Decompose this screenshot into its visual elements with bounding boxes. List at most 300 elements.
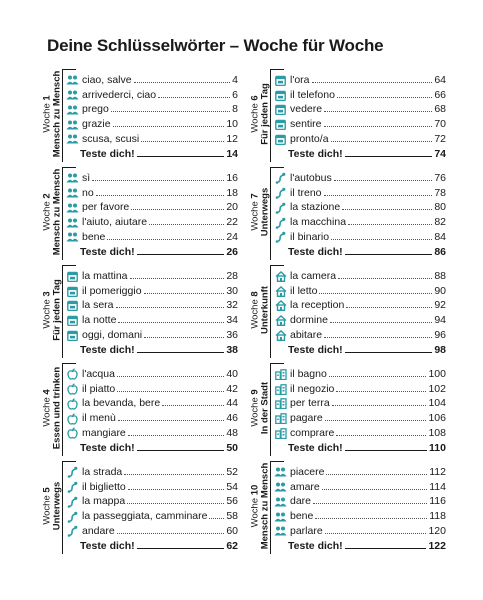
leader-line xyxy=(345,351,433,353)
word-label: l'aiuto, aiutare xyxy=(82,216,148,229)
test-page-number: 74 xyxy=(434,147,446,160)
leader-line xyxy=(137,449,225,451)
word-entry[interactable] xyxy=(274,228,446,243)
leader-dots xyxy=(128,488,225,490)
page-number: 20 xyxy=(226,201,238,214)
word-entry[interactable] xyxy=(274,282,446,297)
word-label: la strada xyxy=(82,465,123,478)
leader-dots xyxy=(322,488,427,490)
leader-dots xyxy=(209,517,224,519)
city-icon xyxy=(274,369,287,380)
test-label: Teste dich! xyxy=(288,343,343,356)
word-entry[interactable] xyxy=(66,326,238,341)
word-label: prego xyxy=(82,103,109,116)
week-number: Woche 2 xyxy=(41,193,53,231)
week-corner-line xyxy=(62,167,76,168)
page-number: 88 xyxy=(434,269,446,282)
word-label: la stazione xyxy=(290,201,341,214)
people-icon xyxy=(66,90,79,101)
word-entry[interactable] xyxy=(66,115,238,130)
word-entry[interactable] xyxy=(274,463,446,478)
week-topic: In der Stadt xyxy=(259,381,271,435)
word-entry[interactable] xyxy=(66,213,238,228)
route-icon xyxy=(66,482,79,493)
word-label: comprare xyxy=(290,426,335,439)
word-label: sì xyxy=(82,171,91,184)
word-entry[interactable] xyxy=(66,493,238,508)
leader-dots xyxy=(324,336,432,338)
word-entry[interactable] xyxy=(66,507,238,522)
page-number: 18 xyxy=(226,186,238,199)
word-label: la notte xyxy=(82,314,117,327)
word-entry[interactable] xyxy=(274,101,446,116)
week-corner-line xyxy=(62,461,76,462)
test-yourself-entry[interactable] xyxy=(274,145,446,160)
leader-dots xyxy=(111,110,230,112)
leader-dots xyxy=(312,81,433,83)
word-list xyxy=(274,365,446,454)
word-entry[interactable] xyxy=(66,297,238,312)
leader-dots xyxy=(117,375,224,377)
page-number: 28 xyxy=(226,269,238,282)
test-page-number: 50 xyxy=(226,441,238,454)
week-block-4 xyxy=(41,361,240,458)
leader-dots xyxy=(313,502,427,504)
word-label: sentire xyxy=(290,118,322,131)
page-number: 16 xyxy=(226,171,238,184)
word-entry[interactable] xyxy=(274,199,446,214)
leader-line xyxy=(137,351,225,353)
leader-line xyxy=(345,253,433,255)
calendar-icon xyxy=(274,75,287,86)
test-label: Teste dich! xyxy=(80,147,135,160)
test-label: Teste dich! xyxy=(288,147,343,160)
week-block-8 xyxy=(249,263,448,360)
word-entry[interactable] xyxy=(66,184,238,199)
page-number: 106 xyxy=(428,412,446,425)
leader-dots xyxy=(329,375,427,377)
leader-dots xyxy=(334,179,433,181)
word-entry[interactable] xyxy=(274,169,446,184)
calendar-icon xyxy=(274,90,287,101)
week-block-1 xyxy=(41,67,240,164)
word-list xyxy=(274,169,446,258)
week-block-7 xyxy=(249,165,448,262)
test-yourself-entry[interactable] xyxy=(274,341,446,356)
word-label: il telefono xyxy=(290,88,335,101)
word-label: arrivederci, ciao xyxy=(82,88,157,101)
week-label xyxy=(251,262,271,359)
test-yourself-entry[interactable] xyxy=(66,341,238,356)
calendar-icon xyxy=(274,134,287,145)
word-label: il binario xyxy=(290,230,330,243)
word-entry[interactable] xyxy=(66,424,238,439)
people-icon xyxy=(274,526,287,537)
word-list xyxy=(66,463,238,552)
leader-dots xyxy=(127,502,224,504)
leader-dots xyxy=(342,208,432,210)
word-entry[interactable] xyxy=(66,311,238,326)
word-list xyxy=(66,365,238,454)
word-label: il negozio xyxy=(290,382,335,395)
week-label xyxy=(43,164,63,261)
word-label: grazie xyxy=(82,118,111,131)
word-label: la bevanda, bere xyxy=(82,397,161,410)
test-yourself-entry[interactable] xyxy=(66,537,238,552)
word-entry[interactable] xyxy=(66,522,238,537)
page-number: 96 xyxy=(434,328,446,341)
word-entry[interactable] xyxy=(274,130,446,145)
leader-dots xyxy=(124,473,224,475)
page-number: 42 xyxy=(226,382,238,395)
leader-dots xyxy=(117,532,225,534)
week-topic: Für jeden Tag xyxy=(51,279,63,341)
test-yourself-entry[interactable] xyxy=(66,243,238,258)
leader-dots xyxy=(331,140,433,142)
page-number: 104 xyxy=(428,397,446,410)
page-number: 58 xyxy=(226,510,238,523)
people-icon xyxy=(66,232,79,243)
week-block-10 xyxy=(249,459,448,556)
leader-dots xyxy=(118,419,224,421)
word-list xyxy=(66,267,238,356)
calendar-icon xyxy=(66,286,79,297)
leader-dots xyxy=(326,473,427,475)
leader-dots xyxy=(131,208,224,210)
page-title: Deine Schlüsselwörter – Woche für Woche xyxy=(47,36,384,55)
city-icon xyxy=(274,413,287,424)
word-label: scusa, scusi xyxy=(82,132,140,145)
leader-dots xyxy=(332,404,427,406)
week-label xyxy=(43,360,63,457)
word-label: l'acqua xyxy=(82,367,115,380)
week-corner-line xyxy=(270,167,284,168)
leader-dots xyxy=(338,277,432,279)
word-entry[interactable] xyxy=(66,380,238,395)
people-icon xyxy=(274,511,287,522)
page-number: 56 xyxy=(226,495,238,508)
week-topic: Unterkunft xyxy=(259,285,271,335)
test-yourself-entry[interactable] xyxy=(66,145,238,160)
word-label: oggi, domani xyxy=(82,328,143,341)
week-number: Woche 5 xyxy=(41,487,53,525)
page-number: 94 xyxy=(434,314,446,327)
week-corner-line xyxy=(62,69,76,70)
leader-dots xyxy=(324,125,433,127)
test-page-number: 122 xyxy=(428,539,446,552)
word-entry[interactable] xyxy=(274,395,446,410)
week-corner-line xyxy=(270,69,284,70)
route-icon xyxy=(274,173,287,184)
week-topic: Für jeden Tag xyxy=(259,83,271,145)
leader-dots xyxy=(162,404,224,406)
word-label: bene xyxy=(82,230,106,243)
word-entry[interactable] xyxy=(66,169,238,184)
week-label xyxy=(251,164,271,261)
page-number: 6 xyxy=(232,88,238,101)
word-label: la macchina xyxy=(290,216,347,229)
week-corner-line xyxy=(270,265,284,266)
leader-dots xyxy=(144,292,225,294)
week-corner-line xyxy=(62,265,76,266)
word-entry[interactable] xyxy=(274,365,446,380)
route-icon xyxy=(274,202,287,213)
week-number: Woche 3 xyxy=(41,291,53,329)
word-list xyxy=(274,267,446,356)
route-icon xyxy=(274,188,287,199)
calendar-icon xyxy=(66,330,79,341)
people-icon xyxy=(274,467,287,478)
route-icon xyxy=(274,232,287,243)
word-entry[interactable] xyxy=(274,213,446,228)
week-topic: Mensch zu Mensch xyxy=(51,168,63,256)
page-number: 114 xyxy=(429,480,446,493)
word-entry[interactable] xyxy=(66,228,238,243)
people-icon xyxy=(66,134,79,145)
page-number: 46 xyxy=(226,412,238,425)
word-entry[interactable] xyxy=(66,199,238,214)
calendar-icon xyxy=(274,119,287,130)
page-number: 80 xyxy=(434,201,446,214)
test-yourself-entry[interactable] xyxy=(274,537,446,552)
week-number: Woche 6 xyxy=(249,95,261,133)
word-label: ciao, salve xyxy=(82,73,132,86)
week-label xyxy=(43,458,63,555)
house-icon xyxy=(274,330,287,341)
week-block-2 xyxy=(41,165,240,262)
word-label: il piatto xyxy=(82,382,116,395)
word-label: no xyxy=(82,186,94,199)
page-number: 100 xyxy=(428,367,446,380)
test-page-number: 110 xyxy=(429,441,446,454)
word-entry[interactable] xyxy=(66,101,238,116)
word-label: parlare xyxy=(290,524,323,537)
word-entry[interactable] xyxy=(274,493,446,508)
word-entry[interactable] xyxy=(66,395,238,410)
leader-dots xyxy=(336,390,426,392)
word-entry[interactable] xyxy=(274,184,446,199)
word-entry[interactable] xyxy=(274,297,446,312)
week-number: Woche 10 xyxy=(249,484,261,528)
leader-dots xyxy=(117,390,224,392)
week-number: Woche 1 xyxy=(41,95,53,133)
week-corner-line xyxy=(62,363,76,364)
word-entry[interactable] xyxy=(274,478,446,493)
route-icon xyxy=(66,467,79,478)
word-label: il menù xyxy=(82,412,116,425)
word-entry[interactable] xyxy=(274,326,446,341)
leader-dots xyxy=(348,223,432,225)
word-label: l'ora xyxy=(290,73,310,86)
leader-dots xyxy=(315,517,427,519)
page-number: 34 xyxy=(226,314,238,327)
week-corner-line xyxy=(270,363,284,364)
page-number: 116 xyxy=(429,495,446,508)
page-number: 60 xyxy=(226,524,238,537)
word-label: per favore xyxy=(82,201,130,214)
test-page-number: 38 xyxy=(226,343,238,356)
word-label: mangiare xyxy=(82,426,126,439)
page-number: 90 xyxy=(434,284,446,297)
leader-dots xyxy=(324,110,432,112)
week-block-9 xyxy=(249,361,448,458)
word-list xyxy=(66,169,238,258)
test-page-number: 86 xyxy=(434,245,446,258)
page-number: 10 xyxy=(226,118,238,131)
word-label: la mattina xyxy=(82,269,128,282)
word-entry[interactable] xyxy=(274,115,446,130)
leader-dots xyxy=(158,96,230,98)
word-label: la reception xyxy=(290,299,345,312)
house-icon xyxy=(274,271,287,282)
apple-icon xyxy=(66,384,79,395)
word-entry[interactable] xyxy=(66,86,238,101)
page-number: 78 xyxy=(434,186,446,199)
leader-dots xyxy=(331,238,432,240)
word-label: il treno xyxy=(290,186,322,199)
week-number: Woche 7 xyxy=(249,193,261,231)
calendar-icon xyxy=(66,300,79,311)
leader-dots xyxy=(107,238,224,240)
word-label: dormine xyxy=(290,314,328,327)
word-entry[interactable] xyxy=(66,478,238,493)
week-corner-line xyxy=(270,461,284,462)
word-list xyxy=(274,463,446,552)
week-number: Woche 9 xyxy=(249,389,261,427)
people-icon xyxy=(66,202,79,213)
word-entry[interactable] xyxy=(274,71,446,86)
week-topic: Unterwegs xyxy=(51,481,63,531)
word-label: per terra xyxy=(290,397,330,410)
leader-dots xyxy=(319,292,432,294)
page-number: 82 xyxy=(434,216,446,229)
apple-icon xyxy=(66,369,79,380)
leader-dots xyxy=(346,306,432,308)
leader-dots xyxy=(130,277,225,279)
page-number: 54 xyxy=(226,480,238,493)
word-label: andare xyxy=(82,524,115,537)
house-icon xyxy=(274,300,287,311)
page-number: 32 xyxy=(226,299,238,312)
test-yourself-entry[interactable] xyxy=(66,439,238,454)
leader-line xyxy=(137,253,225,255)
test-yourself-entry[interactable] xyxy=(274,243,446,258)
page-number: 22 xyxy=(226,216,238,229)
word-entry[interactable] xyxy=(274,380,446,395)
word-entry[interactable] xyxy=(274,409,446,424)
word-entry[interactable] xyxy=(66,282,238,297)
word-entry[interactable] xyxy=(274,86,446,101)
calendar-icon xyxy=(274,104,287,115)
leader-dots xyxy=(325,532,427,534)
apple-icon xyxy=(66,398,79,409)
word-entry[interactable] xyxy=(66,463,238,478)
leader-dots xyxy=(337,96,432,98)
week-index xyxy=(41,67,446,567)
word-list xyxy=(274,71,446,160)
word-entry[interactable] xyxy=(66,71,238,86)
word-entry[interactable] xyxy=(274,267,446,282)
word-entry[interactable] xyxy=(274,311,446,326)
page-number: 12 xyxy=(226,132,238,145)
apple-icon xyxy=(66,428,79,439)
leader-dots xyxy=(92,179,224,181)
week-topic: Unterwegs xyxy=(259,187,271,237)
week-label xyxy=(251,458,271,555)
leader-dots xyxy=(144,336,224,338)
week-block-5 xyxy=(41,459,240,556)
page-number: 36 xyxy=(226,328,238,341)
page-number: 64 xyxy=(434,73,446,86)
leader-dots xyxy=(330,321,432,323)
word-label: il letto xyxy=(290,284,318,297)
word-label: abitare xyxy=(290,328,323,341)
leader-dots xyxy=(324,194,433,196)
test-label: Teste dich! xyxy=(288,245,343,258)
week-number: Woche 4 xyxy=(41,389,53,427)
word-label: la camera xyxy=(290,269,337,282)
word-entry[interactable] xyxy=(274,522,446,537)
week-topic: Mensch zu Mensch xyxy=(51,70,63,158)
word-list xyxy=(66,71,238,160)
test-label: Teste dich! xyxy=(80,441,135,454)
test-page-number: 14 xyxy=(226,147,238,160)
leader-dots xyxy=(336,434,426,436)
word-label: pronto/a xyxy=(290,132,329,145)
leader-dots xyxy=(134,81,231,83)
word-entry[interactable] xyxy=(274,507,446,522)
word-entry[interactable] xyxy=(66,409,238,424)
house-icon xyxy=(274,286,287,297)
page-number: 102 xyxy=(428,382,446,395)
route-icon xyxy=(66,511,79,522)
week-number: Woche 8 xyxy=(249,291,261,329)
calendar-icon xyxy=(66,271,79,282)
page-number: 84 xyxy=(434,230,446,243)
test-label: Teste dich! xyxy=(80,245,135,258)
test-page-number: 62 xyxy=(226,539,238,552)
leader-dots xyxy=(113,125,225,127)
word-label: l'autobus xyxy=(290,171,332,184)
week-label xyxy=(251,66,271,163)
people-icon xyxy=(66,188,79,199)
page-number: 24 xyxy=(226,230,238,243)
page-number: 112 xyxy=(429,465,446,478)
route-icon xyxy=(66,496,79,507)
test-label: Teste dich! xyxy=(80,539,135,552)
leader-dots xyxy=(149,223,224,225)
word-entry[interactable] xyxy=(66,267,238,282)
city-icon xyxy=(274,384,287,395)
page-number: 72 xyxy=(434,132,446,145)
word-label: la mappa xyxy=(82,495,126,508)
word-entry[interactable] xyxy=(274,424,446,439)
page-number: 68 xyxy=(434,103,446,116)
word-label: il biglietto xyxy=(82,480,126,493)
word-entry[interactable] xyxy=(66,365,238,380)
word-label: il pomeriggio xyxy=(82,284,142,297)
leader-dots xyxy=(141,140,224,142)
test-yourself-entry[interactable] xyxy=(274,439,446,454)
week-topic: Mensch zu Mensch xyxy=(259,462,271,550)
word-label: piacere xyxy=(290,465,325,478)
word-label: dare xyxy=(290,495,312,508)
page-number: 108 xyxy=(428,426,446,439)
leader-line xyxy=(137,155,225,157)
leader-dots xyxy=(116,306,225,308)
word-label: la sera xyxy=(82,299,114,312)
word-entry[interactable] xyxy=(66,130,238,145)
